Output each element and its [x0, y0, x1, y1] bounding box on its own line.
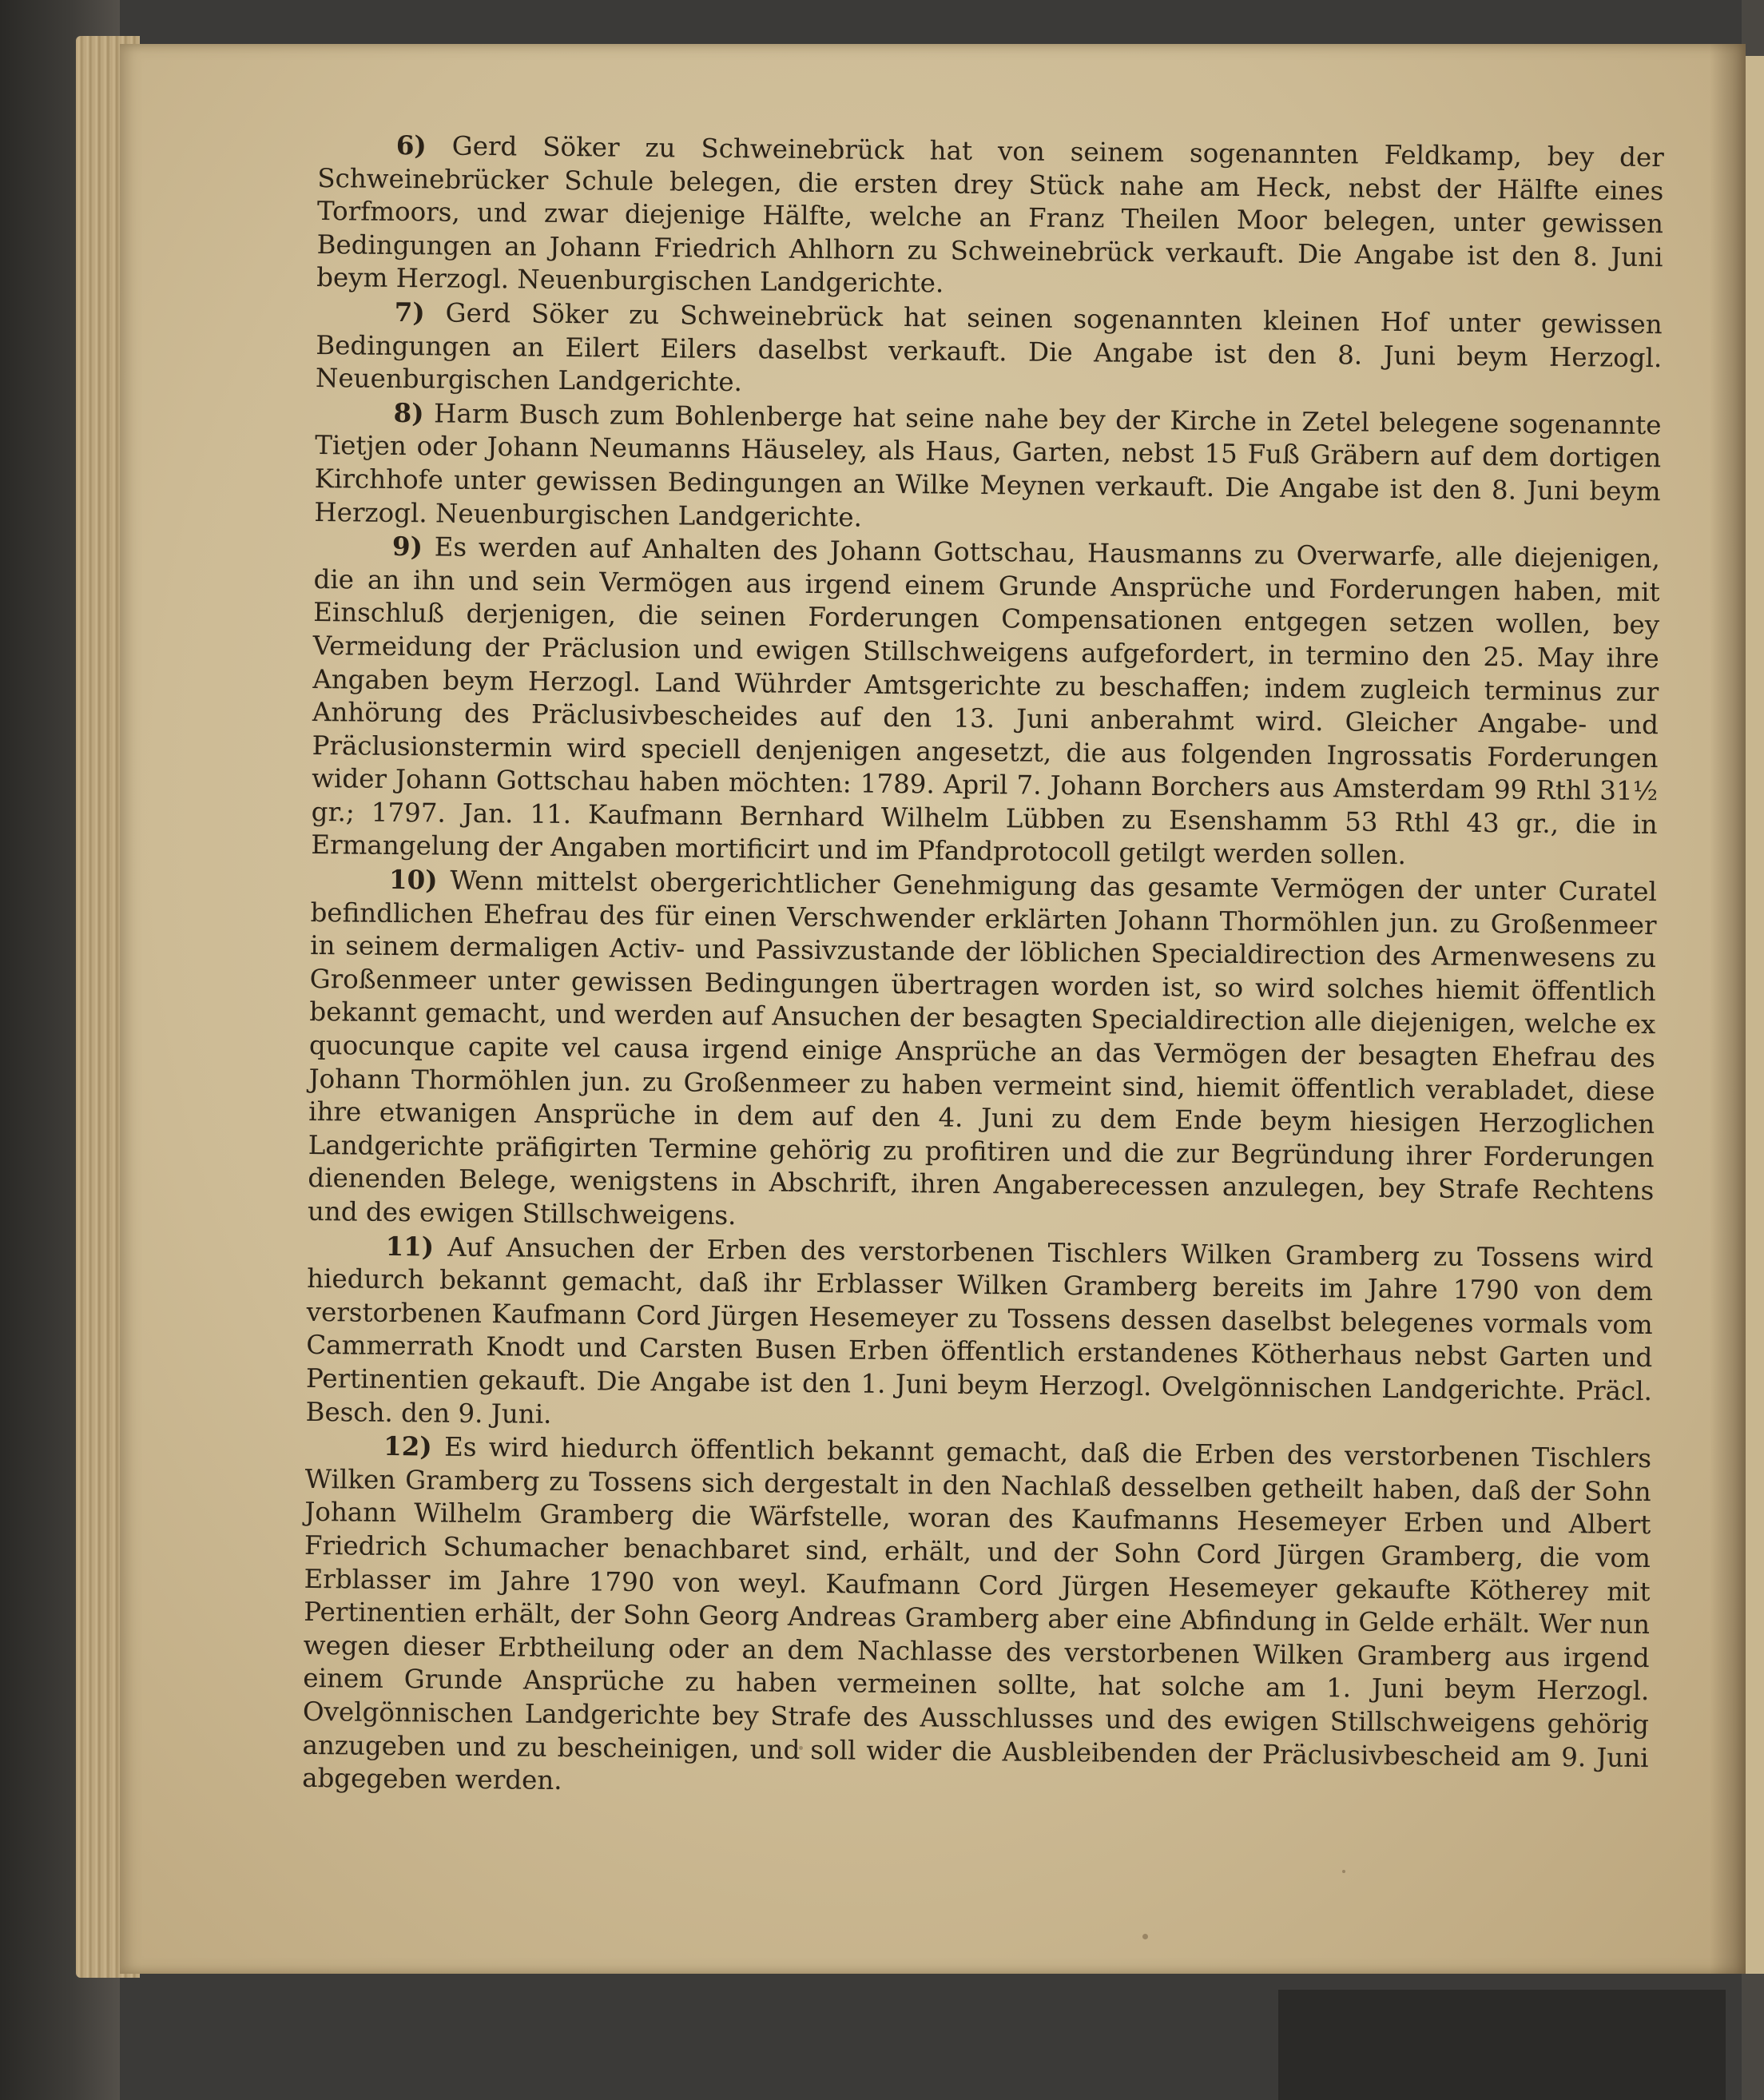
entry-number: 7) — [394, 296, 425, 328]
notice-entry-11 — [305, 1229, 1653, 1442]
paper-speck — [1342, 1870, 1345, 1873]
notice-entry-10 — [308, 862, 1657, 1242]
entry-text: Gerd Söker zu Schweinebrück hat von seinem sogenannten Feldkamp, bey der Schweinebrücker Schule belegen, die ersten drey Stück nahe am Heck, nebst der Hälfte eines Torfmoors, und zwar diejenige Hälfte, welche an Franz Theilen Moor belegen, unter gewissen Bedingungen an Johann Friedrich Ahlhorn zu Schweinebrück verkauft. Die Angabe ist den 8. Juni beym Herzogl. Neuenburgischen Landgerichte. — [316, 130, 1664, 299]
entry-text: Wenn mittelst obergerichtlicher Genehmigung das gesamte Vermögen der unter Curatel befindlichen Ehefrau des für einen Verschwender erklärten Johann Thormöhlen jun. zu Großenmeer in seinem dermaligen Activ- und Passivzustande der löblichen Specialdirection des Armenwesens zu Großenmeer unter gewissen Bedingungen übertragen worden ist, so wird solches hiemit öffentlich bekannt gemacht, und werden auf Ansuchen der besagten Specialdirection alle diejenigen, welche ex quocunque capite vel causa irgend einige Ansprüche an das Vermögen der besagten Ehefrau des Johann Thormöhlen jun. zu Großenmeer zu haben vermeint sind, hiemit öffentlich verabladet, diese ihre etwanigen Ansprüche in dem auf den 4. Juni zu dem Ende beym hiesigen Herzoglichen Landgerichte präfigirten Termine gehörig zu profitiren und die zur Begründung ihrer Forderungen dienenden Belege, wenigstens in Abschrift, ihren Angaberecessen anzulegen, bey Strafe Rechtens und des ewigen Stillschweigens. — [307, 865, 1658, 1231]
entry-number: 9) — [391, 531, 423, 563]
facing-page-edge — [1746, 56, 1764, 1974]
paper-speck — [1142, 1934, 1148, 1939]
entry-number: 6) — [395, 129, 427, 161]
notice-entry-12 — [302, 1429, 1651, 1808]
entry-text: Auf Ansuchen der Erben des verstorbenen Tischlers Wilken Gramberg zu Tossens wird hiedurch bekannt gemacht, daß ihr Erblasser Wilken Gramberg bereits im Jahre 1790 von dem verstorbenen Kaufmann Cord Jürgen Hesemeyer zu Tossens dessen daselbst belegenes vormals vom Cammerrath Knodt und Carsten Busen Erben öffentlich erstandenes Kötherhaus nebst Garten und Pertinentien gekauft. Die Angabe ist den 1. Juni beym Herzogl. Ovelgönnischen Landgerichte. Präcl. Besch. den 9. Juni. — [305, 1231, 1654, 1430]
book-gutter-shadow — [1710, 44, 1746, 1974]
entry-text: Harm Busch zum Bohlenberge hat seine nahe bey der Kirche in Zetel belegene sogenannte Tietjen oder Johann Neumanns Häuseley, als Haus, Garten, nebst 15 Fuß Gräbern auf dem dortigen Kirchhofe unter gewissen Bedingungen an Wilke Meynen verkauft. Die Angabe ist den 8. Juni beym Herzogl. Neuenburgischen Landgerichte. — [314, 398, 1662, 533]
entry-text: Gerd Söker zu Schweinebrück hat seinen sogenannten kleinen Hof unter gewissen Bedingungen an Eilert Eilers daselbst verkauft. Die Angabe ist den 8. Juni beym Herzogl. Neuenburgischen Landgerichte. — [315, 297, 1663, 398]
entry-number: 12) — [383, 1430, 432, 1462]
entry-number: 8) — [393, 396, 424, 429]
notice-entry-8 — [314, 396, 1662, 543]
entry-text: Es wird hiedurch öffentlich bekannt gemacht, daß die Erben des verstorbenen Tischlers Wilken Gramberg zu Tossens sich dergestalt in den Nachlaß desselben getheilt haben, daß der Sohn Johann Wilhelm Gramberg die Wärfstelle, woran des Kaufmanns Hesemeyer Erben und Albert Friedrich Schumacher benachbaret sind, erhält, und der Sohn Cord Jürgen Gramberg, die vom Erblasser im Jahre 1790 von weyl. Kaufmann Cord Jürgen Hesemeyer gekaufte Kötherey mit Pertinentien erhält, der Sohn Georg Andreas Gramberg aber eine Abfindung in Gelde erhält. Wer nun wegen dieser Erbtheilung oder an dem Nachlasse des verstorbenen Wilken Gramberg aus irgend einem Grunde Ansprüche zu haben vermeinen sollte, hat solche am 1. Juni beym Herzogl. Ovelgönnischen Landgerichte bey Strafe des Ausschlusses und des ewigen Stillschweigens gehörig anzugeben und zu bescheinigen, und soll wider die Ausbleibenden der Präclusivbescheid am 9. Juni abgegeben werden. — [301, 1431, 1652, 1796]
notice-entry-9 — [311, 529, 1660, 875]
notice-entry-7 — [316, 295, 1663, 408]
entry-number: 10) — [388, 863, 438, 896]
notice-entry-6 — [316, 128, 1664, 308]
notice-text-block — [302, 128, 1664, 1808]
dark-background-strip — [1278, 1990, 1726, 2100]
entry-text: Es werden auf Anhalten des Johann Gottschau, Hausmanns zu Overwarfe, alle diejenigen, die an ihn und sein Vermögen aus irgend einem Grunde Ansprüche und Forderungen haben, mit Einschluß derjenigen, die seinen Forderungen Compensationen entgegen setzen wollen, bey Vermeidung der Präclusion und ewigen Stillschweigens aufgefordert, in termino den 25. May ihre Angaben beym Herzogl. Land Wührder Amtsgerichte zu beschaffen; indem zugleich terminus zur Anhörung des Präclusivbescheides auf den 13. Juni anberahmt wird. Gleicher Angabe- und Präclusionstermin wird speciell denjenigen angesetzt, die aus folgenden Ingrossatis Forderungen wider Johann Gottschau haben möchten: 1789. April 7. Johann Borchers aus Amsterdam 99 Rthl 31½ gr.; 1797. Jan. 11. Kaufmann Bernhard Wilhelm Lübben zu Esenshamm 53 Rthl 43 gr., die in Ermangelung der Angaben mortificirt und im Pfandprotocoll getilgt werden sollen. — [311, 531, 1661, 871]
entry-number: 11) — [385, 1230, 435, 1263]
